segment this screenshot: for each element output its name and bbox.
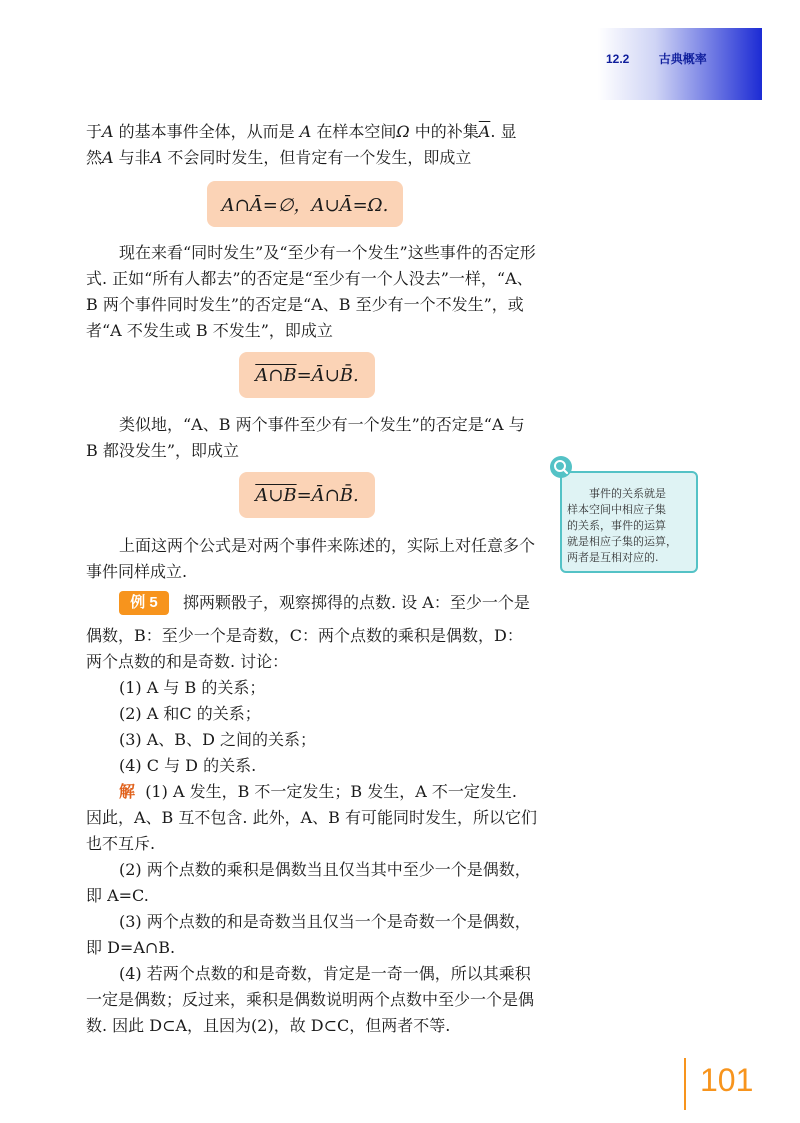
paragraph-2-line-2: 式. 正如“所有人都去”的否定是“至少有一个人没去”一样，“A、 bbox=[86, 269, 533, 288]
formula-de-morgan-2: A∪B =Ā∩B̄. bbox=[239, 472, 375, 518]
paragraph-2-line-3: B 两个事件同时发生”的否定是“A、B 至少有一个不发生”，或 bbox=[86, 295, 524, 314]
solution-line-3: 也不互斥. bbox=[86, 834, 156, 853]
solution-line-7: 即 D=A∩B. bbox=[86, 938, 176, 957]
solution-line-8: (4) 若两个点数的和是奇数，肯定是一奇一偶，所以其乘积 bbox=[119, 964, 531, 983]
solution-line-5: 即 A=C. bbox=[86, 886, 149, 905]
solution-line-9: 一定是偶数；反过来，乘积是偶数说明两个点数中至少一个是偶 bbox=[86, 990, 535, 1009]
solution-line-4: (2) 两个点数的乘积是偶数当且仅当其中至少一个是偶数， bbox=[119, 860, 531, 879]
page-number: 101 bbox=[700, 1062, 754, 1098]
section-title: 古典概率 bbox=[658, 52, 707, 66]
question-1: (1) A 与 B 的关系； bbox=[119, 678, 266, 697]
paragraph-1-line-1: 于A 的基本事件全体，从而是 A 在样本空间Ω 中的补集$\overline{A}$. 显 bbox=[86, 122, 517, 141]
page-number-bar bbox=[684, 1058, 686, 1110]
section-number: 12.2 bbox=[606, 52, 630, 66]
magnifier-icon bbox=[549, 455, 573, 479]
paragraph-2-line-1: 现在来看“同时发生”及“至少有一个发生”这些事件的否定形 bbox=[119, 243, 536, 262]
formula-de-morgan-1: A∩B =Ā∪B̄. bbox=[239, 352, 375, 398]
paragraph-4-line-1: 上面这两个公式是对两个事件来陈述的，实际上对任意多个 bbox=[119, 536, 536, 555]
question-2: (2) A 和C 的关系； bbox=[119, 704, 261, 723]
question-4: (4) C 与 D 的关系. bbox=[119, 756, 257, 775]
paragraph-3-line-1: 类似地，“A、B 两个事件至少有一个发生”的否定是“A 与 bbox=[119, 415, 525, 434]
example-line-1: 掷两颗骰子，观察掷得的点数. 设 A：至少一个是 bbox=[183, 593, 530, 612]
solution-label: 解 bbox=[119, 782, 136, 801]
example-line-3: 两个点数的和是奇数. 讨论： bbox=[86, 652, 289, 671]
header-section bbox=[606, 50, 707, 67]
solution-line-10: 数. 因此 D⊂A，且因为(2)，故 D⊂C，但两者不等. bbox=[86, 1016, 451, 1035]
question-3: (3) A、B、D 之间的关系； bbox=[119, 730, 316, 749]
paragraph-3-line-2: B 都没发生”，即成立 bbox=[86, 441, 240, 460]
solution-line-1: 解 (1) A 发生，B 不一定发生；B 发生，A 不一定发生. bbox=[119, 782, 517, 801]
sidenote-text: 事件的关系就是 样本空间中相应子集 的关系，事件的运算 就是相应子集的运算， 两者是互相对应的. bbox=[567, 487, 677, 564]
formula-complement: A∩Ā=∅，A∪Ā=Ω. bbox=[207, 181, 403, 227]
paragraph-2-line-4: 者“A 不发生或 B 不发生”，即成立 bbox=[86, 321, 333, 340]
example-badge: 例 5 bbox=[119, 591, 169, 615]
solution-line-2: 因此，A、B 互不包含. 此外，A、B 有可能同时发生，所以它们 bbox=[86, 808, 537, 827]
example-line-2: 偶数，B：至少一个是奇数，C：两个点数的乘积是偶数，D： bbox=[86, 626, 523, 645]
paragraph-1-line-2: 然A 与非A 不会同时发生，但肯定有一个发生，即成立 bbox=[86, 148, 472, 167]
solution-line-6: (3) 两个点数的和是奇数当且仅当一个是奇数一个是偶数， bbox=[119, 912, 531, 931]
paragraph-4-line-2: 事件同样成立. bbox=[86, 562, 188, 581]
